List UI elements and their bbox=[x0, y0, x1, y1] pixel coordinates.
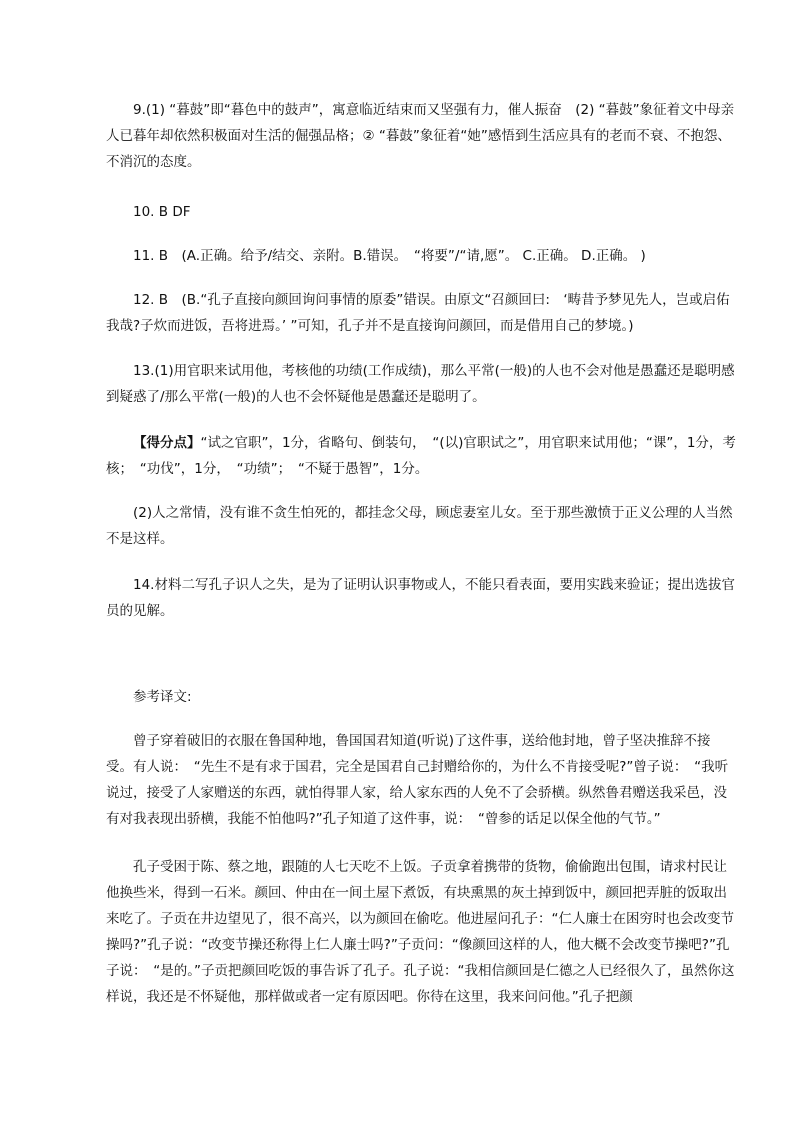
answer-9: 9.(1) “暮鼓”即“暮色中的鼓声”，寓意临近结束而又坚强有力，催人振奋 (2) “暮鼓”象征着文中母亲人已暮年却依然积极面对生活的倔强品格；② “暮鼓”象征着“她”感悟到生活应具有的老而不衰、不抱怨、不消沉的态度。 bbox=[106, 102, 735, 170]
answer-13-scoring bbox=[106, 430, 736, 482]
answer-14: 14.材料二写孔子识人之失，是为了证明认识事物或人，不能只看表面，要用实践来验证；提出选拔官员的见解。 bbox=[106, 577, 735, 619]
answer-12: 12. B (B.“孔子直接向颜回询问事情的原委”错误。由原文“召颜回曰: ‘畴昔予梦见先人，岂或启佑我哉?子炊而进饭，吾将进焉。’ ”可知，孔子并不是直接询问颜回，而是借用自己的梦境。) bbox=[106, 292, 730, 334]
answer-13-part-1: 13.(1)用官职来试用他，考核他的功绩(工作成绩)，那么平常(一般)的人也不会对他是愚蠢还是聪明感到疑惑了/那么平常(一般)的人也不会怀疑他是愚蠢还是聪明了。 bbox=[106, 363, 735, 405]
score-points-label: 【得分点】 bbox=[133, 435, 201, 451]
answer-13-part-2: (2)人之常情，没有谁不贪生怕死的，都挂念父母，顾虑妻室儿女。至于那些激愤于正义公理的人当然不是这样。 bbox=[106, 505, 733, 547]
answer-11: 11. B (A.正确。给予/结交、亲附。B.错误。 “将要”/“请,愿”。 C.正确。 D.正确。 ) bbox=[133, 248, 646, 264]
translation-paragraph-1: 曾子穿着破旧的衣服在鲁国种地，鲁国国君知道(听说)了这件事，送给他封地，曾子坚决推辞不接受。有人说： “先生不是有求于国君，完全是国君自己封赠给你的，为什么不肯接受呢?”曾子说： “我听说过，接受了人家赠送的东西，就怕得罪人家，给人家东西的人免不了会骄横。纵然鲁君赠送我采邑，没有对我表现出骄横，我能不怕他吗?”孔子知道了这件事，说： “曾参的话足以保全他的气节。” bbox=[106, 733, 729, 827]
answer-10: 10. B DF bbox=[133, 204, 191, 220]
translation-heading: 参考译文: bbox=[133, 689, 192, 705]
score-points-text: “试之官职”，1分，省略句、倒装句， “(以)官职试之”，用官职来试用他；“课”，1分，考核； “功伐”，1分， “功绩”； “不疑于愚智”，1分。 bbox=[106, 435, 736, 477]
translation-paragraph-2: 孔子受困于陈、蔡之地，跟随的人七天吃不上饭。子贡拿着携带的货物，偷偷跑出包围，请求村民让他换些米，得到一石米。颜回、仲由在一间土屋下煮饭，有块熏黑的灰土掉到饭中，颜回把弄脏的饭取出来吃了。子贡在井边望见了，很不高兴，以为颜回在偷吃。他进屋问孔子：“仁人廉士在困穷时也会改变节操吗?”孔子说：“改变节操还称得上仁人廉士吗?”子贡问：“像颜回这样的人，他大概不会改变节操吧?”孔子说： “是的。”子贡把颜回吃饭的事告诉了孔子。孔子说：“我相信颜回是仁德之人已经很久了，虽然你这样说，我还是不怀疑他，那样做或者一定有原因吧。你待在这里，我来问问他。”孔子把颜 bbox=[106, 859, 735, 1005]
